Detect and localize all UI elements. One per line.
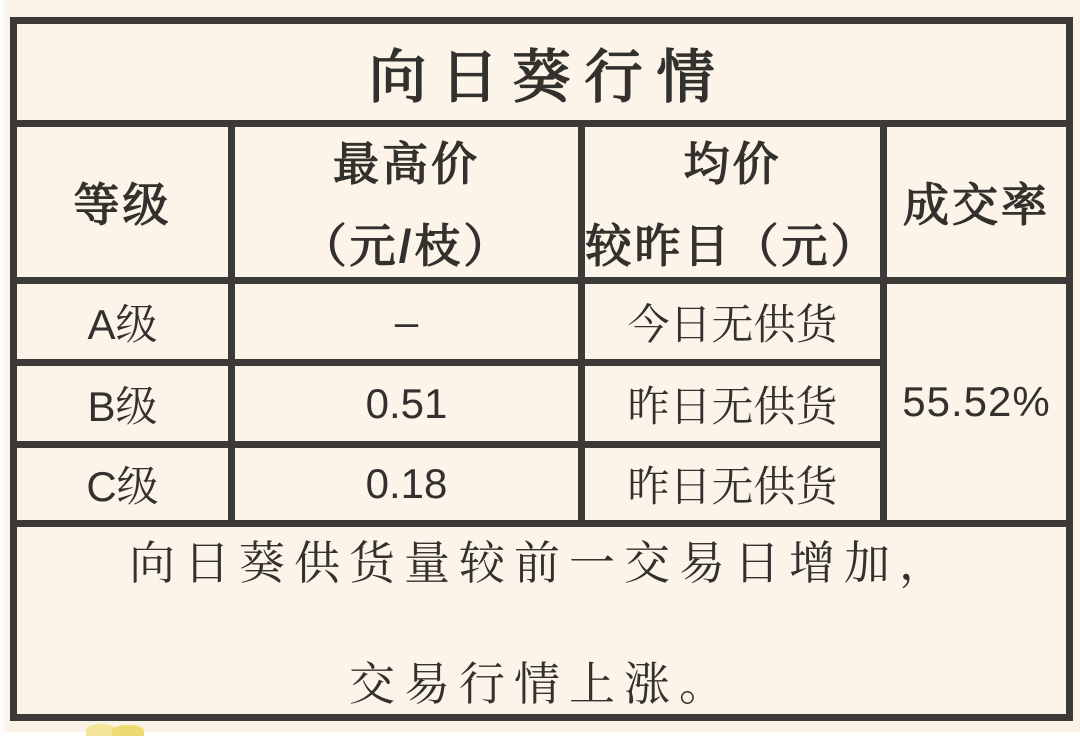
grade-c-max-price: 0.18 [232, 445, 582, 524]
column-header-avg-price-line2: 较昨日（元） [585, 220, 880, 272]
grade-b-label: B级 [14, 363, 232, 445]
page-edge-highlight [0, 0, 10, 732]
sunflower-icon [86, 724, 144, 736]
column-header-deal-rate: 成交率 [884, 124, 1070, 281]
grade-b-max-price: 0.51 [232, 363, 582, 445]
column-header-avg-price [582, 124, 884, 281]
column-header-max-price [232, 124, 582, 281]
sunflower-petal-icon [86, 724, 116, 736]
column-header-max-price-line2: （元/枝） [300, 220, 513, 272]
grade-a-label: A级 [14, 281, 232, 363]
grade-b-avg-price: 昨日无供货 [582, 363, 884, 445]
table-row-grade-a [14, 281, 1070, 363]
market-note-line2: 交易行情上涨。 [349, 658, 734, 710]
market-note [14, 524, 1070, 718]
market-note-line1: 向日葵供货量较前一交易日增加， [129, 537, 954, 589]
grade-a-avg-price: 今日无供货 [582, 281, 884, 363]
page-title: 向日葵行情 [14, 21, 1070, 124]
market-table [10, 17, 1073, 721]
deal-rate-value: 55.52% [884, 281, 1070, 524]
grade-a-max-price: – [232, 281, 582, 363]
sunflower-petal-icon [112, 725, 144, 736]
title-row [14, 21, 1070, 124]
column-header-avg-price-line1: 均价 [683, 138, 782, 190]
grade-c-label: C级 [14, 445, 232, 524]
note-row [14, 524, 1070, 718]
column-header-grade: 等级 [14, 124, 232, 281]
header-row [14, 124, 1070, 281]
grade-c-avg-price: 昨日无供货 [582, 445, 884, 524]
column-header-max-price-line1: 最高价 [333, 138, 480, 190]
